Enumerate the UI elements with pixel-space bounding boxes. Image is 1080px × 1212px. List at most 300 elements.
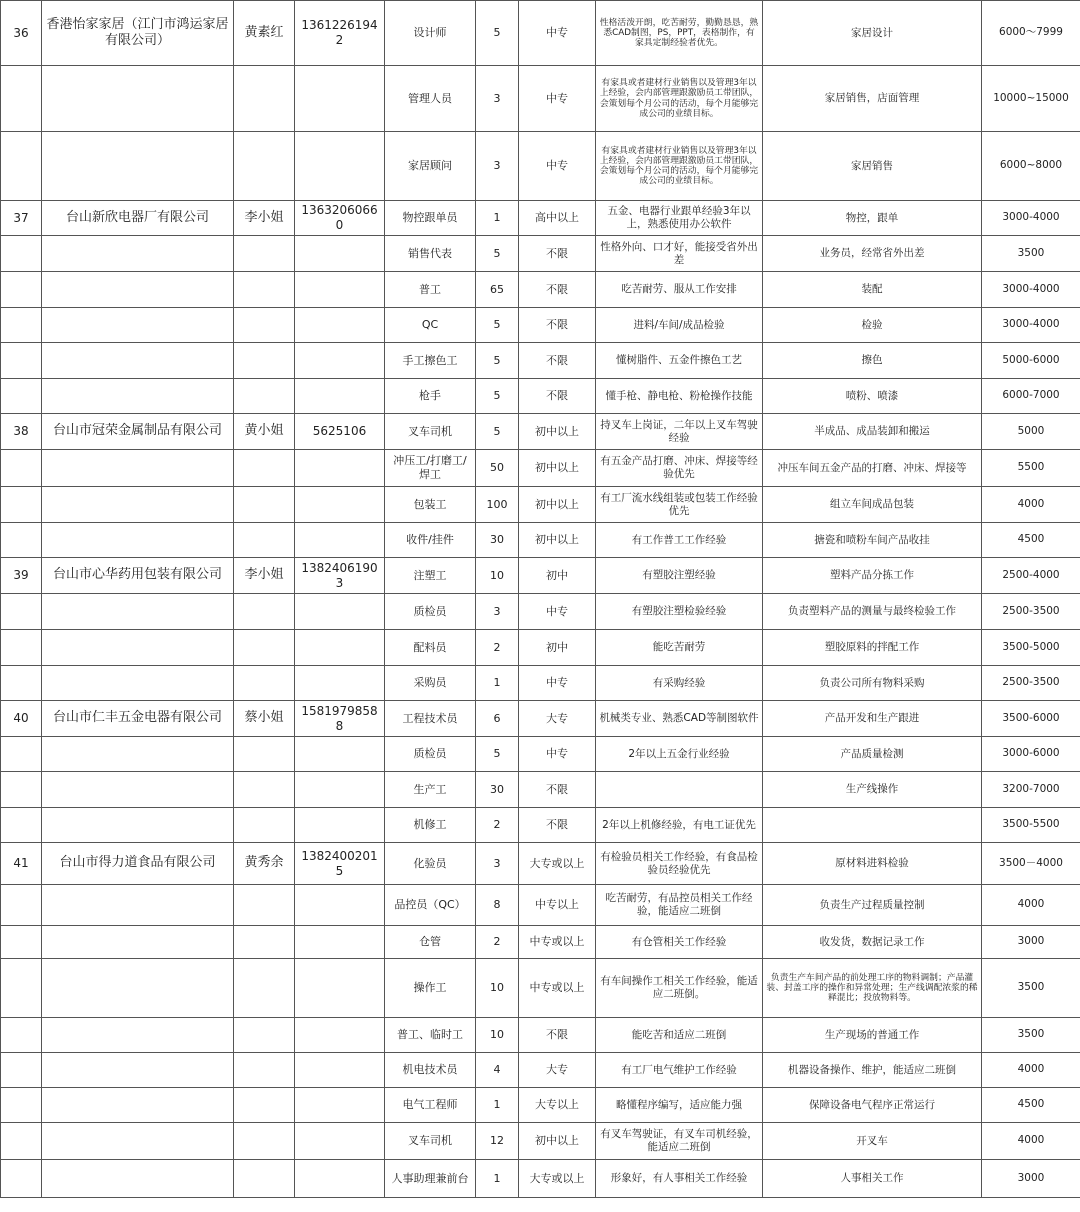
position-title: 普工、临时工 <box>385 1018 476 1053</box>
phone-number <box>295 959 385 1018</box>
contact-person <box>234 630 295 666</box>
salary-range: 3000-4000 <box>982 272 1080 308</box>
position-title: 仓管 <box>385 926 476 959</box>
job-duty: 产品质量检测 <box>763 737 982 772</box>
salary-range: 4500 <box>982 1088 1080 1123</box>
contact-person: 李小姐 <box>234 558 295 594</box>
salary-range: 10000~15000 <box>982 66 1080 132</box>
salary-range: 3500-6000 <box>982 701 1080 737</box>
job-requirement: 有五金产品打磨、冲床、焊接等经验优先 <box>596 450 763 487</box>
education-requirement: 中专 <box>519 66 596 132</box>
job-requirement: 有仓管相关工作经验 <box>596 926 763 959</box>
job-requirement <box>596 772 763 808</box>
contact-person: 黄秀余 <box>234 843 295 885</box>
job-requirement: 懂手枪、静电枪、粉枪操作技能 <box>596 379 763 414</box>
education-requirement: 初中以上 <box>519 414 596 450</box>
company-name <box>42 272 234 308</box>
salary-range: 3500 <box>982 236 1080 272</box>
contact-person <box>234 959 295 1018</box>
company-name <box>42 1053 234 1088</box>
education-requirement: 中专 <box>519 594 596 630</box>
job-requirement: 机械类专业、熟悉CAD等制图软件 <box>596 701 763 737</box>
table-row <box>1 594 1080 630</box>
job-duty: 人事相关工作 <box>763 1160 982 1198</box>
row-number <box>1 1123 42 1160</box>
job-duty: 喷粉、喷漆 <box>763 379 982 414</box>
headcount: 1 <box>476 201 519 236</box>
position-title: 化验员 <box>385 843 476 885</box>
job-requirement: 能吃苦耐劳 <box>596 630 763 666</box>
education-requirement: 大专以上 <box>519 1088 596 1123</box>
salary-range: 4000 <box>982 1123 1080 1160</box>
table-row <box>1 272 1080 308</box>
job-duty: 原材料进料检验 <box>763 843 982 885</box>
contact-person <box>234 523 295 558</box>
headcount: 10 <box>476 1018 519 1053</box>
job-requirement: 持叉车上岗证，二年以上叉车驾驶经验 <box>596 414 763 450</box>
row-number <box>1 885 42 926</box>
contact-person <box>234 450 295 487</box>
education-requirement: 高中以上 <box>519 201 596 236</box>
job-requirement: 有采购经验 <box>596 666 763 701</box>
salary-range: 3000-6000 <box>982 737 1080 772</box>
company-name: 台山市冠荣金属制品有限公司 <box>42 414 234 450</box>
headcount: 100 <box>476 487 519 523</box>
row-number <box>1 308 42 343</box>
position-title: 普工 <box>385 272 476 308</box>
row-number <box>1 959 42 1018</box>
job-requirement: 吃苦耐劳、服从工作安排 <box>596 272 763 308</box>
row-number <box>1 1088 42 1123</box>
table-row <box>1 201 1080 236</box>
table-row <box>1 737 1080 772</box>
contact-person <box>234 1123 295 1160</box>
headcount: 5 <box>476 236 519 272</box>
table-row <box>1 343 1080 379</box>
company-name <box>42 379 234 414</box>
salary-range: 3200-7000 <box>982 772 1080 808</box>
phone-number <box>295 1123 385 1160</box>
row-number: 40 <box>1 701 42 737</box>
phone-number <box>295 379 385 414</box>
salary-range: 2500-4000 <box>982 558 1080 594</box>
row-number <box>1 1018 42 1053</box>
phone-number <box>295 487 385 523</box>
salary-range: 6000-7000 <box>982 379 1080 414</box>
table-row <box>1 1088 1080 1123</box>
contact-person <box>234 772 295 808</box>
education-requirement: 中专 <box>519 1 596 66</box>
company-name: 台山新欣电器厂有限公司 <box>42 201 234 236</box>
contact-person <box>234 1160 295 1198</box>
job-duty: 擦色 <box>763 343 982 379</box>
table-row <box>1 772 1080 808</box>
position-title: 采购员 <box>385 666 476 701</box>
row-number <box>1 926 42 959</box>
contact-person <box>234 132 295 201</box>
row-number <box>1 379 42 414</box>
job-duty: 家居设计 <box>763 1 982 66</box>
headcount: 10 <box>476 959 519 1018</box>
job-duty: 机器设备操作、维护，能适应二班倒 <box>763 1053 982 1088</box>
company-name <box>42 885 234 926</box>
headcount: 1 <box>476 1088 519 1123</box>
table-row <box>1 1160 1080 1198</box>
contact-person <box>234 66 295 132</box>
contact-person: 李小姐 <box>234 201 295 236</box>
job-duty: 组立车间成品包装 <box>763 487 982 523</box>
salary-range: 4000 <box>982 885 1080 926</box>
phone-number <box>295 132 385 201</box>
company-name <box>42 737 234 772</box>
job-requirement: 略懂程序编写，适应能力强 <box>596 1088 763 1123</box>
phone-number <box>295 1018 385 1053</box>
salary-range: 3000 <box>982 1160 1080 1198</box>
table-row <box>1 450 1080 487</box>
row-number: 36 <box>1 1 42 66</box>
position-title: 物控跟单员 <box>385 201 476 236</box>
contact-person <box>234 343 295 379</box>
education-requirement: 中专或以上 <box>519 959 596 1018</box>
table-row <box>1 808 1080 843</box>
row-number <box>1 523 42 558</box>
education-requirement: 大专 <box>519 1053 596 1088</box>
position-title: 人事助理兼前台 <box>385 1160 476 1198</box>
phone-number <box>295 343 385 379</box>
phone-number: 13824061903 <box>295 558 385 594</box>
salary-range: 2500-3500 <box>982 594 1080 630</box>
contact-person <box>234 885 295 926</box>
job-duty: 半成品、成品装卸和搬运 <box>763 414 982 450</box>
education-requirement: 中专 <box>519 666 596 701</box>
contact-person <box>234 666 295 701</box>
headcount: 5 <box>476 414 519 450</box>
row-number: 38 <box>1 414 42 450</box>
position-title: 枪手 <box>385 379 476 414</box>
job-requirement: 有工厂流水线组装或包装工作经验优先 <box>596 487 763 523</box>
job-requirement: 懂树脂件、五金件擦色工艺 <box>596 343 763 379</box>
education-requirement: 初中以上 <box>519 1123 596 1160</box>
table-row <box>1 379 1080 414</box>
position-title: 收件/挂件 <box>385 523 476 558</box>
job-duty <box>763 808 982 843</box>
headcount: 2 <box>476 630 519 666</box>
row-number <box>1 630 42 666</box>
company-name <box>42 523 234 558</box>
job-duty: 开叉车 <box>763 1123 982 1160</box>
education-requirement: 不限 <box>519 772 596 808</box>
row-number <box>1 132 42 201</box>
phone-number <box>295 666 385 701</box>
job-requirement: 有工作普工工作经验 <box>596 523 763 558</box>
salary-range: 5000 <box>982 414 1080 450</box>
row-number <box>1 594 42 630</box>
headcount: 12 <box>476 1123 519 1160</box>
row-number <box>1 772 42 808</box>
position-title: 冲压工/打磨工/焊工 <box>385 450 476 487</box>
table-row <box>1 959 1080 1018</box>
job-requirement: 有塑胶注塑检验经验 <box>596 594 763 630</box>
education-requirement: 不限 <box>519 272 596 308</box>
contact-person <box>234 379 295 414</box>
table-row <box>1 308 1080 343</box>
job-requirement: 有检验员相关工作经验，有食品检验员经验优先 <box>596 843 763 885</box>
salary-range: 5000-6000 <box>982 343 1080 379</box>
job-requirement: 2年以上机修经验，有电工证优先 <box>596 808 763 843</box>
row-number <box>1 66 42 132</box>
phone-number <box>295 926 385 959</box>
table-row <box>1 1 1080 66</box>
phone-number <box>295 66 385 132</box>
headcount: 8 <box>476 885 519 926</box>
position-title: 叉车司机 <box>385 1123 476 1160</box>
position-title: 销售代表 <box>385 236 476 272</box>
education-requirement: 初中以上 <box>519 450 596 487</box>
contact-person: 黄小姐 <box>234 414 295 450</box>
phone-number: 15819798588 <box>295 701 385 737</box>
headcount: 30 <box>476 523 519 558</box>
company-name <box>42 772 234 808</box>
phone-number <box>295 630 385 666</box>
education-requirement: 初中以上 <box>519 523 596 558</box>
position-title: 电气工程师 <box>385 1088 476 1123</box>
headcount: 5 <box>476 308 519 343</box>
education-requirement: 初中以上 <box>519 487 596 523</box>
table-row <box>1 523 1080 558</box>
job-requirement: 有塑胶注塑经验 <box>596 558 763 594</box>
position-title: 包装工 <box>385 487 476 523</box>
contact-person <box>234 926 295 959</box>
table-row <box>1 1123 1080 1160</box>
table-row <box>1 926 1080 959</box>
position-title: 设计师 <box>385 1 476 66</box>
education-requirement: 大专或以上 <box>519 1160 596 1198</box>
job-requirement: 形象好，有人事相关工作经验 <box>596 1160 763 1198</box>
row-number <box>1 450 42 487</box>
row-number <box>1 1053 42 1088</box>
contact-person <box>234 272 295 308</box>
salary-range: 3500 <box>982 959 1080 1018</box>
contact-person <box>234 236 295 272</box>
job-duty: 家居销售，店面管理 <box>763 66 982 132</box>
position-title: 管理人员 <box>385 66 476 132</box>
table-row <box>1 701 1080 737</box>
phone-number <box>295 594 385 630</box>
row-number: 39 <box>1 558 42 594</box>
education-requirement: 中专 <box>519 132 596 201</box>
phone-number: 13824002015 <box>295 843 385 885</box>
job-duty: 塑胶原料的拌配工作 <box>763 630 982 666</box>
row-number: 37 <box>1 201 42 236</box>
education-requirement: 大专 <box>519 701 596 737</box>
headcount: 3 <box>476 843 519 885</box>
headcount: 1 <box>476 1160 519 1198</box>
headcount: 6 <box>476 701 519 737</box>
job-duty: 业务员，经常省外出差 <box>763 236 982 272</box>
row-number: 41 <box>1 843 42 885</box>
salary-range: 2500-3500 <box>982 666 1080 701</box>
contact-person: 黄素红 <box>234 1 295 66</box>
job-duty: 负责生产车间产品的前处理工序的物料调制；产品灌装、封盖工序的操作和异常处理；生产线调配浓浆的稀释混比；投放物料等。 <box>763 959 982 1018</box>
phone-number <box>295 885 385 926</box>
salary-range: 5500 <box>982 450 1080 487</box>
job-duty: 搪瓷和喷粉车间产品收挂 <box>763 523 982 558</box>
company-name <box>42 236 234 272</box>
job-requirement: 性格活泼开朗，吃苦耐劳，勤勤恳恳，熟悉CAD制图，PS，PPT，表格制作，有家具定制经验者优先。 <box>596 1 763 66</box>
table-row <box>1 236 1080 272</box>
contact-person <box>234 594 295 630</box>
position-title: 叉车司机 <box>385 414 476 450</box>
job-requirement: 有家具或者建材行业销售以及管理3年以上经验，会内部管理跟激励员工带团队，会策划每个月公司的活动，每个月能够完成公司的业绩目标。 <box>596 66 763 132</box>
table-row <box>1 1018 1080 1053</box>
job-requirement: 有家具或者建材行业销售以及管理3年以上经验，会内部管理跟激励员工带团队，会策划每个月公司的活动，每个月能够完成公司的业绩目标。 <box>596 132 763 201</box>
salary-range: 3500-5000 <box>982 630 1080 666</box>
row-number <box>1 487 42 523</box>
row-number <box>1 343 42 379</box>
table-row <box>1 1053 1080 1088</box>
job-duty: 负责塑料产品的测量与最终检验工作 <box>763 594 982 630</box>
job-duty: 产品开发和生产跟进 <box>763 701 982 737</box>
education-requirement: 大专或以上 <box>519 843 596 885</box>
headcount: 10 <box>476 558 519 594</box>
position-title: 家居顾问 <box>385 132 476 201</box>
job-rows <box>1 1 1080 1198</box>
job-requirement: 五金、电器行业跟单经验3年以上，熟悉使用办公软件 <box>596 201 763 236</box>
job-duty: 负责公司所有物料采购 <box>763 666 982 701</box>
company-name <box>42 926 234 959</box>
company-name <box>42 66 234 132</box>
company-name <box>42 1123 234 1160</box>
headcount: 4 <box>476 1053 519 1088</box>
job-requirement: 有车间操作工相关工作经验，能适应二班倒。 <box>596 959 763 1018</box>
position-title: QC <box>385 308 476 343</box>
company-name <box>42 1088 234 1123</box>
education-requirement: 不限 <box>519 308 596 343</box>
education-requirement: 初中 <box>519 558 596 594</box>
job-duty: 装配 <box>763 272 982 308</box>
contact-person <box>234 1018 295 1053</box>
company-name <box>42 959 234 1018</box>
job-duty: 保障设备电气程序正常运行 <box>763 1088 982 1123</box>
headcount: 30 <box>476 772 519 808</box>
row-number <box>1 737 42 772</box>
table-row <box>1 843 1080 885</box>
education-requirement: 不限 <box>519 343 596 379</box>
education-requirement: 中专以上 <box>519 885 596 926</box>
phone-number <box>295 523 385 558</box>
row-number <box>1 666 42 701</box>
job-duty: 负责生产过程质量控制 <box>763 885 982 926</box>
headcount: 2 <box>476 808 519 843</box>
job-requirement: 有叉车驾驶证，有叉车司机经验，能适应二班倒 <box>596 1123 763 1160</box>
phone-number <box>295 450 385 487</box>
salary-range: 4500 <box>982 523 1080 558</box>
salary-range: 3500－4000 <box>982 843 1080 885</box>
salary-range: 3000 <box>982 926 1080 959</box>
position-title: 注塑工 <box>385 558 476 594</box>
job-duty: 冲压车间五金产品的打磨、冲床、焊接等 <box>763 450 982 487</box>
job-duty: 生产线操作 <box>763 772 982 808</box>
education-requirement: 不限 <box>519 236 596 272</box>
company-name <box>42 1018 234 1053</box>
position-title: 机电技术员 <box>385 1053 476 1088</box>
education-requirement: 中专或以上 <box>519 926 596 959</box>
phone-number <box>295 1053 385 1088</box>
headcount: 65 <box>476 272 519 308</box>
company-name <box>42 1160 234 1198</box>
company-name <box>42 450 234 487</box>
phone-number <box>295 1088 385 1123</box>
salary-range: 4000 <box>982 1053 1080 1088</box>
job-requirement: 进料/车间/成品检验 <box>596 308 763 343</box>
table-row <box>1 132 1080 201</box>
contact-person <box>234 487 295 523</box>
phone-number <box>295 808 385 843</box>
contact-person <box>234 308 295 343</box>
row-number <box>1 1160 42 1198</box>
headcount: 50 <box>476 450 519 487</box>
phone-number: 13632060660 <box>295 201 385 236</box>
row-number <box>1 272 42 308</box>
table-row <box>1 414 1080 450</box>
company-name <box>42 630 234 666</box>
education-requirement: 初中 <box>519 630 596 666</box>
job-duty: 检验 <box>763 308 982 343</box>
contact-person <box>234 1088 295 1123</box>
salary-range: 3000-4000 <box>982 308 1080 343</box>
headcount: 3 <box>476 132 519 201</box>
position-title: 质检员 <box>385 594 476 630</box>
company-name <box>42 666 234 701</box>
headcount: 3 <box>476 594 519 630</box>
salary-range: 3500-5500 <box>982 808 1080 843</box>
phone-number <box>295 1160 385 1198</box>
contact-person <box>234 808 295 843</box>
phone-number <box>295 308 385 343</box>
salary-range: 4000 <box>982 487 1080 523</box>
company-name <box>42 308 234 343</box>
company-name: 台山市得力道食品有限公司 <box>42 843 234 885</box>
company-name: 香港怡家家居（江门市鸿运家居有限公司） <box>42 1 234 66</box>
job-duty: 生产现场的普通工作 <box>763 1018 982 1053</box>
phone-number: 13612261942 <box>295 1 385 66</box>
position-title: 操作工 <box>385 959 476 1018</box>
phone-number: 5625106 <box>295 414 385 450</box>
salary-range: 3000-4000 <box>982 201 1080 236</box>
job-duty: 家居销售 <box>763 132 982 201</box>
table-row <box>1 558 1080 594</box>
contact-person <box>234 737 295 772</box>
position-title: 机修工 <box>385 808 476 843</box>
job-duty: 物控，跟单 <box>763 201 982 236</box>
position-title: 质检员 <box>385 737 476 772</box>
table-row <box>1 885 1080 926</box>
company-name <box>42 132 234 201</box>
table-row <box>1 487 1080 523</box>
headcount: 5 <box>476 343 519 379</box>
education-requirement: 不限 <box>519 808 596 843</box>
position-title: 生产工 <box>385 772 476 808</box>
job-duty: 塑料产品分拣工作 <box>763 558 982 594</box>
job-duty: 收发货，数据记录工作 <box>763 926 982 959</box>
company-name <box>42 594 234 630</box>
position-title: 工程技术员 <box>385 701 476 737</box>
table-row <box>1 666 1080 701</box>
position-title: 手工擦色工 <box>385 343 476 379</box>
headcount: 5 <box>476 1 519 66</box>
job-requirement: 能吃苦和适应二班倒 <box>596 1018 763 1053</box>
headcount: 5 <box>476 737 519 772</box>
